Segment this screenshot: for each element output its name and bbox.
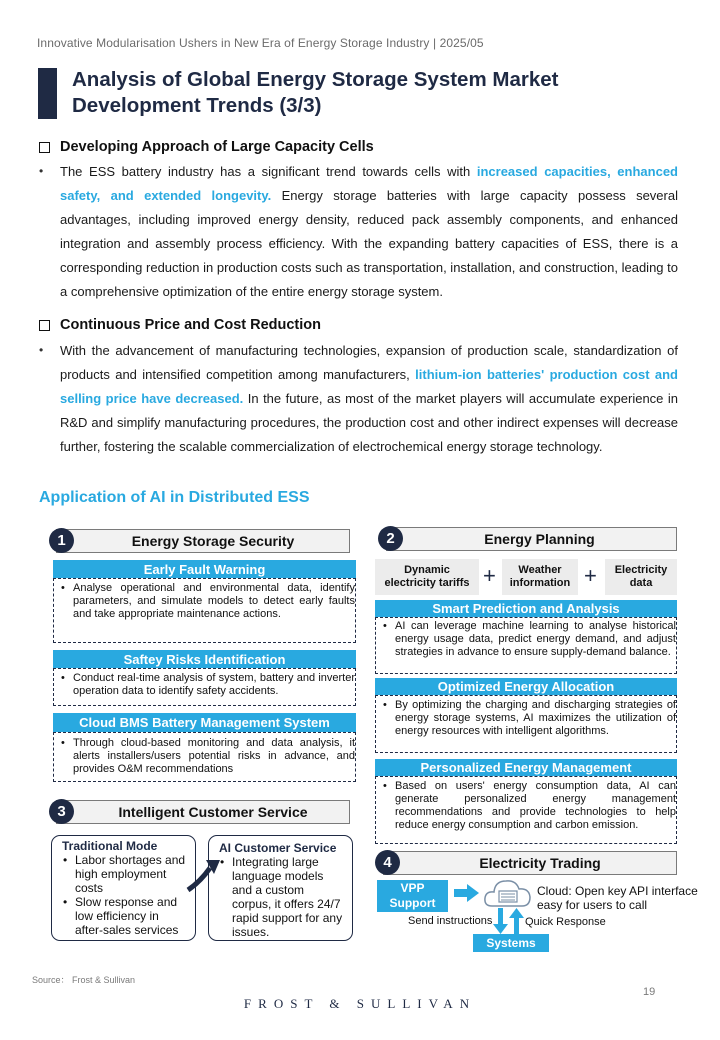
input-electricity-data	[605, 559, 677, 595]
cloud-bms-box	[53, 732, 356, 782]
title-line-1: Analysis of Global Energy Storage System Market	[72, 68, 559, 91]
section1-text-before: The ESS battery industry has a significant trend towards cells with	[60, 164, 477, 179]
section2-paragraph	[60, 339, 678, 459]
section-heading-price-reduction	[39, 317, 321, 333]
personalized-management-text: • Based on users' energy consumption data, AI can generate personalized energy management recommendations and provide technologies to help reduce energy consumption and carbon emission.	[376, 780, 676, 832]
input-dynamic-tariffs	[375, 559, 479, 595]
bullet-icon: •	[39, 343, 44, 357]
smart-prediction-text: • AI can leverage machine learning to analyse historical energy usage data, predict energy demand, and adjust strategies in advance to ensure supply-demand balance.	[376, 620, 676, 659]
cloud-description	[537, 884, 698, 912]
input-line: data	[629, 577, 653, 589]
personalized-management-box	[375, 776, 677, 844]
ai-section-title: Application of AI in Distributed ESS	[39, 489, 310, 506]
brand-logo: FROST & SULLIVAN	[243, 996, 477, 1011]
smart-prediction-box	[375, 617, 677, 674]
optimized-allocation-text: • By optimizing the charging and discharging strategies of energy storage systems, AI maximizes the utilization of energy resources with intelligent algorithms.	[376, 699, 676, 738]
bullet-icon: •	[39, 164, 44, 178]
number-badge-2: 2	[378, 526, 403, 551]
safety-risks-bar: Saftey Risks Identification	[53, 650, 356, 668]
input-line: Weather	[518, 564, 562, 576]
plus-icon: +	[584, 563, 597, 588]
section1-text-after: Energy storage batteries with large capacity possess several advantages, including improved energy density, reduced pack assembly components, and enhanced integration and assembly process efficiency. With the expanding battery capacities of ESS, there is a corresponding reduction in production costs such as transportation, installation, and construction, leading to a comprehensive optimization of the entire energy storage system.	[60, 188, 678, 299]
cloud-line: easy for users to call	[537, 898, 648, 912]
input-line: Dynamic	[404, 564, 450, 576]
systems-box: Systems	[473, 934, 549, 952]
ai-customer-service-title: AI Customer Service	[219, 841, 337, 855]
security-heading: Energy Storage Security	[56, 529, 350, 553]
page-title	[72, 67, 672, 119]
vpp-line: VPP	[400, 881, 425, 895]
report-header: Innovative Modularisation Ushers in New Era of Energy Storage Industry | 2025/05	[37, 36, 484, 50]
page-number: 19	[643, 986, 656, 998]
title-line-2: Development Trends (3/3)	[72, 94, 322, 117]
source-note: Source： Frost & Sullivan	[32, 975, 136, 985]
electricity-trading-heading: Electricity Trading	[383, 851, 677, 875]
input-line: electricity tariffs	[384, 577, 470, 589]
cloud-bms-bar: Cloud BMS Battery Management System	[53, 713, 356, 732]
optimized-allocation-bar: Optimized Energy Allocation	[375, 678, 677, 695]
smart-prediction-bar: Smart Prediction and Analysis	[375, 600, 677, 617]
cloud-line: Cloud: Open key API interface	[537, 884, 698, 898]
vpp-line: Support	[389, 896, 436, 910]
safety-risks-text: • Conduct real-time analysis of system, battery and inverter operation data to identify safety accidents.	[54, 672, 355, 698]
input-line: Electricity	[614, 564, 668, 576]
section2-highlight: lithium-ion batteries' production cost and selling price have decreased.	[60, 367, 678, 406]
cloud-bms-text: • Through cloud-based monitoring and data analysis, it alerts installers/users potential risks in advance, and provides O&M recommendations	[54, 737, 355, 776]
right-arrow-icon	[454, 884, 480, 902]
early-fault-warning-bar: Early Fault Warning	[53, 560, 356, 578]
quick-response-label: Quick Response	[525, 916, 606, 928]
traditional-item: • Slow response and low efficiency in after-sales services	[62, 895, 189, 937]
plus-icon: +	[483, 563, 496, 588]
input-weather-information	[502, 559, 578, 595]
optimized-allocation-box	[375, 695, 677, 753]
section-heading-text: Continuous Price and Cost Reduction	[60, 317, 322, 333]
title-accent-bar	[38, 68, 57, 119]
checkbox-icon	[39, 142, 50, 153]
send-instructions-label: Send instructions	[408, 915, 493, 927]
personalized-management-bar: Personalized Energy Management	[375, 759, 677, 776]
checkbox-icon	[39, 320, 50, 331]
section2-text-before: With the advancement of manufacturing technologies, expansion of production scale, standardization of products and intensified competition among manufacturers,	[60, 343, 678, 382]
vpp-support-box	[377, 880, 448, 912]
section2-text-after: In the future, as most of the market players will accumulate experience in R&D and simplify manufacturing procedures, the production cost and other indirect expenses will decrease further, fostering the scalable commercialization of electrochemical energy storage technology.	[60, 391, 678, 454]
early-fault-warning-box	[53, 578, 356, 643]
traditional-mode-title: Traditional Mode	[62, 839, 158, 853]
traditional-mode-box	[51, 835, 196, 941]
ai-customer-service-box	[208, 835, 353, 941]
number-badge-4: 4	[375, 850, 400, 875]
safety-risks-box	[53, 668, 356, 706]
number-badge-3: 3	[49, 799, 74, 824]
cloud-server-icon	[482, 872, 534, 910]
section1-highlight: increased capacities, enhanced safety, and extended longevity.	[60, 164, 678, 203]
customer-service-heading: Intelligent Customer Service	[56, 800, 350, 824]
number-badge-1: 1	[49, 528, 74, 553]
early-fault-warning-text: • Analyse operational and environmental data, identify parameters, and simulate models to detect early faults and take appropriate maintenance actions.	[54, 582, 355, 621]
section-heading-large-cells	[39, 139, 374, 155]
input-line: information	[509, 577, 571, 589]
bidirectional-arrows-icon	[493, 908, 525, 934]
energy-planning-heading: Energy Planning	[386, 527, 677, 551]
ai-customer-service-item: • Integrating large language models and a custom corpus, it offers 24/7 rapid support for any issues.	[219, 855, 346, 939]
section-heading-text: Developing Approach of Large Capacity Cells	[60, 139, 374, 155]
section1-paragraph	[60, 160, 678, 304]
traditional-item: • Labor shortages and high employment costs	[62, 853, 189, 895]
